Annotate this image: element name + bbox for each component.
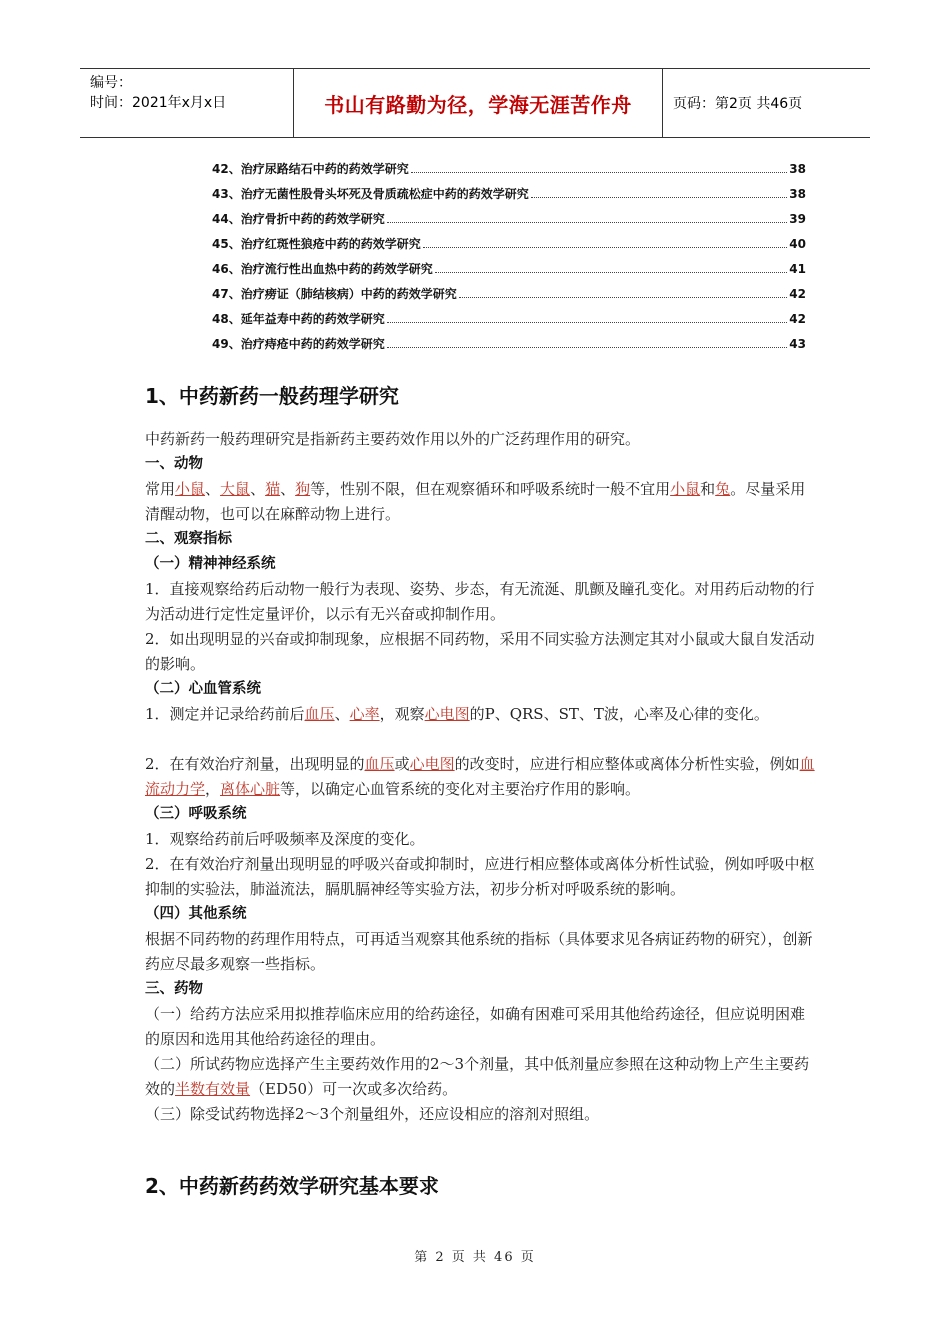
toc-title: 47、治疗痨证（肺结核病）中药的药效学研究 — [212, 287, 457, 301]
subheading-indicators: 二、观察指标 — [145, 531, 232, 547]
header-meta — [80, 69, 293, 137]
text: 和 — [700, 480, 716, 498]
intro-paragraph: 中药新药一般药理研究是指新药主要药效作用以外的广泛药理作用的研究。 — [145, 430, 641, 448]
subheading-animals: 一、动物 — [145, 456, 203, 472]
drugs-paragraph-3: （三）除受试药物选择2～3个剂量组外，还应设相应的溶剂对照组。 — [145, 1105, 600, 1123]
nervous-paragraph-2: 2．如出现明显的兴奋或抑制现象，应根据不同药物，采用不同实验方法测定其对小鼠或大鼠自发活动的影响。 — [145, 630, 815, 673]
section-body — [145, 427, 815, 1127]
toc-leader — [387, 222, 788, 223]
toc-entry[interactable] — [212, 285, 806, 310]
text: 。尽量采用清醒动物，也可以在麻醉动物上进行。 — [145, 480, 806, 523]
toc-leader — [411, 172, 788, 173]
cardio-paragraph-2 — [145, 752, 815, 802]
text: （ED50）可一次或多次给药。 — [250, 1080, 458, 1098]
link-hemodynamics[interactable]: 血流动力学 — [145, 755, 815, 798]
text: 等，以确定心血管系统的变化对主要治疗作用的影响。 — [280, 780, 641, 798]
other-paragraph: 根据不同药物的药理作用特点，可再适当观察其他系统的指标（具体要求见各病证药物的研究），创新药应尽最多观察一些指标。 — [145, 930, 813, 973]
toc-entry[interactable] — [212, 210, 806, 235]
text: ，观察 — [379, 705, 425, 723]
toc-page: 43 — [789, 337, 806, 351]
text: 常用 — [145, 480, 176, 498]
toc-page: 41 — [789, 262, 806, 276]
toc-leader — [387, 347, 788, 348]
animals-paragraph — [145, 477, 815, 527]
link-dog[interactable]: 狗 — [295, 480, 311, 498]
link-isolated-heart[interactable]: 离体心脏 — [220, 780, 281, 798]
subheading-nervous: （一）精神神经系统 — [145, 556, 276, 572]
link-ecg[interactable]: 心电图 — [424, 705, 470, 723]
toc-leader — [423, 247, 788, 248]
toc-entry[interactable] — [212, 335, 806, 360]
header-page-info: 页码：第2页 共46页 — [673, 96, 803, 112]
text: ， — [205, 780, 221, 798]
text: 、 — [205, 480, 221, 498]
toc-page: 42 — [789, 287, 806, 301]
time-label: 时间：2021年x月x日 — [90, 95, 227, 111]
toc-title: 43、治疗无菌性股骨头坏死及骨质疏松症中药的药效学研究 — [212, 187, 529, 201]
spacer — [145, 727, 815, 752]
nervous-paragraph-1: 1．直接观察给药后动物一般行为表现、姿势、步态，有无流涎、肌颤及瞳孔变化。对用药后动物的行为活动进行定性定量评价，以示有无兴奋或抑制作用。 — [145, 580, 815, 623]
text: 、 — [334, 705, 350, 723]
page-header — [80, 68, 870, 138]
toc-page: 42 — [789, 312, 806, 326]
toc-leader — [387, 322, 788, 323]
toc-entry[interactable] — [212, 310, 806, 335]
text: 、 — [280, 480, 296, 498]
link-rat[interactable]: 大鼠 — [220, 480, 251, 498]
serial-label: 编号： — [90, 75, 132, 91]
text: 的P、QRS、ST、T波，心率及心律的变化。 — [469, 705, 769, 723]
subheading-respiratory: （三）呼吸系统 — [145, 806, 247, 822]
link-blood-pressure-2[interactable]: 血压 — [364, 755, 395, 773]
toc-title: 44、治疗骨折中药的药效学研究 — [212, 212, 385, 226]
header-motto: 书山有路勤为径，学海无涯苦作舟 — [293, 69, 663, 137]
text: 2．在有效治疗剂量，出现明显的 — [145, 755, 365, 773]
toc-entry[interactable] — [212, 185, 806, 210]
cardio-paragraph-1 — [145, 702, 815, 727]
toc-leader — [531, 197, 788, 198]
text: 1．测定并记录给药前后 — [145, 705, 305, 723]
toc-title: 42、治疗尿路结石中药的药效学研究 — [212, 162, 409, 176]
toc-page: 38 — [789, 187, 806, 201]
drugs-paragraph-1: （一）给药方法应采用拟推荐临床应用的给药途径，如确有困难可采用其他给药途径，但应说明困难的原因和选用其他给药途径的理由。 — [145, 1005, 806, 1048]
link-mouse-2[interactable]: 小鼠 — [670, 480, 701, 498]
link-mouse[interactable]: 小鼠 — [175, 480, 206, 498]
toc-title: 49、治疗痔疮中药的药效学研究 — [212, 337, 385, 351]
toc-entry[interactable] — [212, 160, 806, 185]
text: （二）所试药物应选择产生主要药效作用的2～3个剂量，其中低剂量应参照在这种动物上产生主要药效的 — [145, 1055, 810, 1098]
link-rabbit[interactable]: 兔 — [715, 480, 731, 498]
toc-page: 38 — [789, 162, 806, 176]
text: 、 — [250, 480, 266, 498]
subheading-cardio: （二）心血管系统 — [145, 681, 261, 697]
link-heart-rate[interactable]: 心率 — [349, 705, 380, 723]
text: 的改变时，应进行相应整体或离体分析性实验，例如 — [454, 755, 800, 773]
section-heading-2: 2、中药新药药效学研究基本要求 — [145, 1174, 439, 1198]
respiratory-paragraph-2: 2．在有效治疗剂量出现明显的呼吸兴奋或抑制时，应进行相应整体或离体分析性试验，例如呼吸中枢抑制的实验法，肺溢流法，膈肌膈神经等实验方法，初步分析对呼吸系统的影响。 — [145, 855, 815, 898]
toc-title: 48、延年益寿中药的药效学研究 — [212, 312, 385, 326]
subheading-other: （四）其他系统 — [145, 906, 247, 922]
page-footer: 第 2 页 共 46 页 — [414, 1250, 536, 1265]
text: 等，性别不限，但在观察循环和呼吸系统时一般不宜用 — [310, 480, 671, 498]
respiratory-paragraph-1: 1．观察给药前后呼吸频率及深度的变化。 — [145, 830, 425, 848]
text: 或 — [394, 755, 410, 773]
toc-entry[interactable] — [212, 260, 806, 285]
link-ecg-2[interactable]: 心电图 — [409, 755, 455, 773]
toc-page: 39 — [789, 212, 806, 226]
toc-title: 45、治疗红斑性狼疮中药的药效学研究 — [212, 237, 421, 251]
link-blood-pressure[interactable]: 血压 — [304, 705, 335, 723]
table-of-contents — [212, 160, 806, 360]
toc-title: 46、治疗流行性出血热中药的药效学研究 — [212, 262, 433, 276]
toc-leader — [435, 272, 788, 273]
toc-entry[interactable] — [212, 235, 806, 260]
link-cat[interactable]: 猫 — [265, 480, 281, 498]
toc-page: 40 — [789, 237, 806, 251]
subheading-drugs: 三、药物 — [145, 981, 203, 997]
toc-leader — [459, 297, 788, 298]
section-heading-1: 1、中药新药一般药理学研究 — [145, 384, 399, 408]
link-ed50[interactable]: 半数有效量 — [175, 1080, 251, 1098]
drugs-paragraph-2 — [145, 1052, 815, 1102]
